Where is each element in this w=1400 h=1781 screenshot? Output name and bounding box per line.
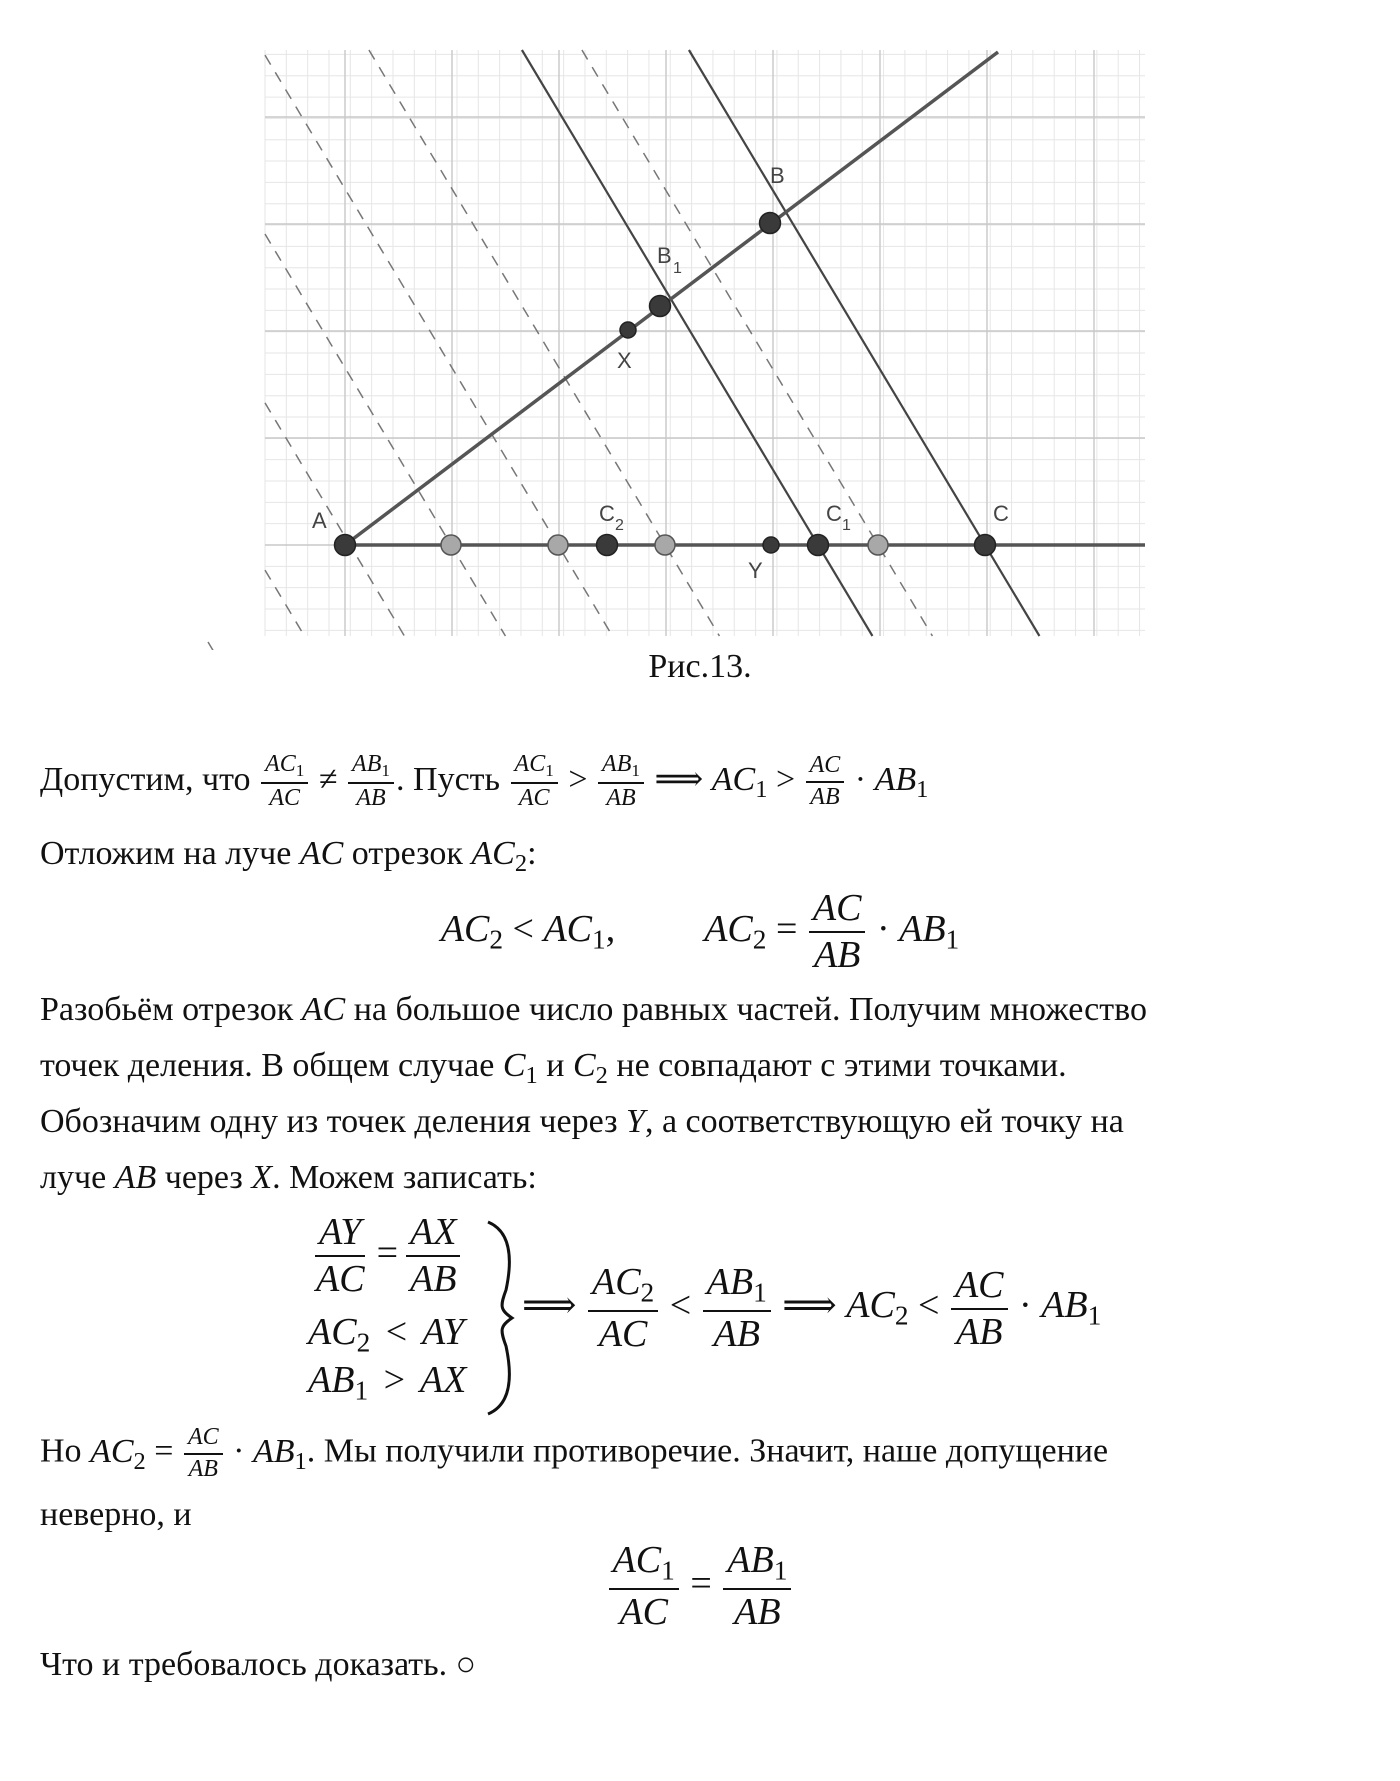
paragraph-line-4: луче AB через X. Можем записать: [40, 1159, 537, 1196]
text-assume: Допустим, что [40, 760, 251, 798]
label-B: B [770, 163, 785, 188]
conclusion-line-2: неверно, и [40, 1496, 192, 1533]
fraction-ac1-ac: $\frac{AC_1}{AC}$ [261, 752, 308, 812]
text-lay-off: Отложим на луче [40, 835, 292, 872]
fraction-ac-ab: $\frac{AC}{AB}$ [806, 753, 845, 811]
label-C1-sub: 1 [842, 517, 851, 534]
figure-caption: Рис.13. [648, 648, 752, 685]
conclusion-line-1: Но $AC_2$ = $\frac{AC}{AB}$ · $AB_1$. Мы получили противоречие. Значит, наше допущение [40, 1424, 1109, 1482]
label-X: X [617, 348, 632, 373]
system-implication: ⟹ $\frac{AC_2}{AC}$ < $\frac{AB_1}{AB}$ ⟹ $AC_2$ < $\frac{AC}{AB}$ · $AB_1$ [522, 1261, 1102, 1356]
assumption-line: Допустим, что $\frac{AC_1}{AC}$ ≠ $\frac{AB_1}{AB}$ . Пусть $\frac{AC_1}{AC}$ > $\frac{AB_1}{AB}$ ⟹ $AC_1$ > $\frac{AC}{AB}$ · $AB_1$ [40, 751, 929, 812]
paragraph-line-1: Разобьём отрезок AC на большое число равных частей. Получим множество [40, 991, 1147, 1028]
construction-line: Отложим на луче AC отрезок $AC_2$: [40, 835, 537, 877]
label-C2: C [599, 501, 615, 526]
paragraph-line-2: точек деления. В общем случае $C_1$ и $C_2$ не совпадают с этими точками. [40, 1047, 1067, 1089]
fraction-ab1-ab-2: $\frac{AB_1}{AB}$ [598, 752, 644, 812]
final-equality: $\frac{AC_1}{AC}$ = $\frac{AB_1}{AB}$ [0, 1540, 1400, 1633]
label-Y: Y [748, 558, 763, 583]
text-let: . Пусть [396, 760, 501, 798]
qed-line: Что и требовалось доказать. ○ [40, 1646, 477, 1683]
paragraph-line-3: Обозначим одну из точек деления через Y, а соответствующую ей точку на [40, 1103, 1124, 1140]
formula-ac2: $AC_2 < AC_1$, $AC_2$ = $\frac{AC}{AB}$ · $AB_1$ [440, 887, 960, 977]
fraction-ab1-ab: $\frac{AB_1}{AB}$ [348, 752, 394, 812]
label-B1-sub: 1 [673, 260, 682, 277]
label-A: A [312, 508, 327, 533]
fraction-ac-ab-big: $\frac{AC}{AB}$ [809, 888, 866, 976]
label-C: C [993, 501, 1009, 526]
label-B1: B [657, 243, 672, 268]
label-C1: C [826, 501, 842, 526]
text-segment: отрезок [351, 835, 463, 872]
fraction-ac1-ac-2: $\frac{AC_1}{AC}$ [511, 752, 558, 812]
label-C2-sub: 2 [615, 517, 624, 534]
